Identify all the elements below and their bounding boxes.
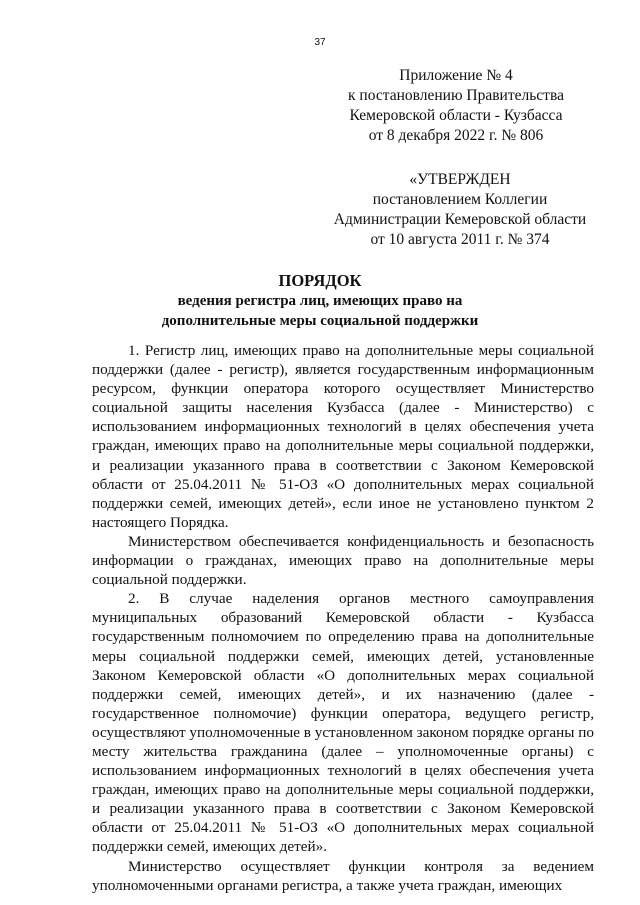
document-body bbox=[92, 341, 594, 895]
appendix-line: от 8 декабря 2022 г. № 806 bbox=[368, 127, 544, 144]
appendix-line: Кемеровской области - Кузбасса bbox=[349, 107, 563, 124]
title-sub-line: дополнительные меры социальной поддержки bbox=[161, 312, 479, 329]
approval-line: Администрации Кемеровской области bbox=[333, 211, 587, 228]
appendix-line: Приложение № 4 bbox=[399, 67, 513, 84]
paragraph-3: 2. В случае наделения органов местного самоуправления муниципальных образований Кемеровской области - Кузбасса государственным полномочием по определению права на дополнительные меры социальной поддержки семей, имеющих детей, установленные Законом Кемеровской области «О дополнительных мерах социальной поддержки семей, имеющих детей», и их назначению (далее - государственное полномочие) функции оператора, ведущего регистр, осуществляют уполномоченные в установленном законом порядке органы по месту жительства гражданина (далее – уполномоченные органы) с использованием информационных технологий в целях обеспечения учета граждан, имеющих право на дополнительные меры социальной поддержки, и реализации указанного права в соответствии с Законом Кемеровской области от 25.04.2011 № 51-ОЗ «О дополнительных мерах социальной поддержки семей, имеющих детей». bbox=[92, 590, 594, 856]
appendix-line: к постановлению Правительства bbox=[348, 87, 564, 104]
document-title bbox=[0, 270, 640, 331]
approval-line: постановлением Коллегии bbox=[372, 191, 548, 208]
approval-line: «УТВЕРЖДЕН bbox=[409, 171, 511, 188]
title-sub-line: ведения регистра лиц, имеющих право на bbox=[177, 293, 463, 309]
paragraph-2: Министерством обеспечивается конфиденциальность и безопасность информации о гражданах, имеющих право на дополнительные меры социальной поддержки. bbox=[92, 532, 594, 589]
page-number: 37 bbox=[314, 37, 326, 48]
paragraph-4: Министерство осуществляет функции контроля за ведением уполномоченными органами регистра, а также учета граждан, имеющих bbox=[92, 857, 594, 894]
paragraph-1: 1. Регистр лиц, имеющих право на дополнительные меры социальной поддержки (далее - регистр), является государственным информационным ресурсом, функции оператора которого осуществляет Министерство социальной защиты населения Кузбасса (далее - Министерство) с использованием информационных технологий в целях обеспечения учета граждан, имеющих право на дополнительные меры социальной поддержки, и реализации указанного права в соответствии с Законом Кемеровской области от 25.04.2011 № 51-ОЗ «О дополнительных мерах социальной поддержки семей, имеющих детей», если иное не установлено пунктом 2 настоящего Порядка. bbox=[92, 342, 594, 531]
title-main: ПОРЯДОК bbox=[278, 271, 362, 290]
approval-stamp bbox=[330, 170, 590, 250]
approval-line: от 10 августа 2011 г. № 374 bbox=[370, 231, 550, 248]
appendix-reference bbox=[336, 66, 576, 146]
